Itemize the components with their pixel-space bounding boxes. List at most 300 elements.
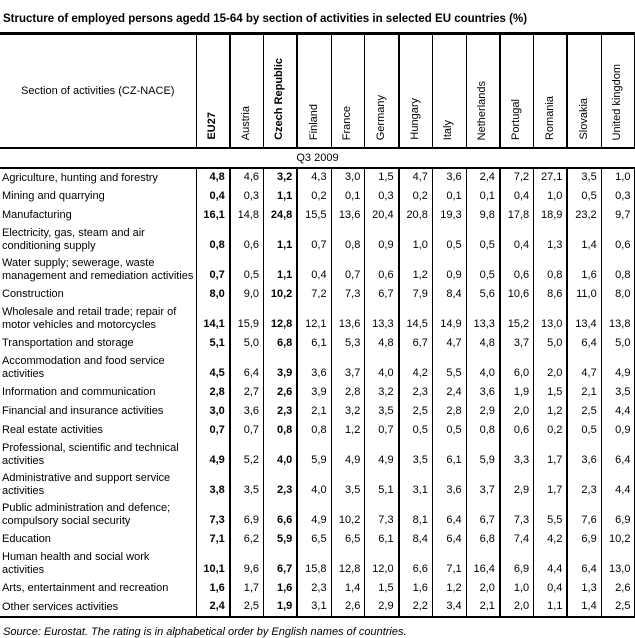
row-label: Water supply; sewerage, waste management and remediation activities — [0, 255, 196, 285]
column-header-eu27 — [196, 34, 230, 149]
table-row-transportation-and-storage — [0, 334, 635, 353]
cell-czech-republic: 24,8 — [264, 206, 298, 225]
cell-united-kingdom: 0,6 — [601, 225, 635, 255]
cell-italy: 3,6 — [432, 168, 466, 187]
cell-romania: 18,9 — [534, 206, 568, 225]
cell-united-kingdom: 2,5 — [601, 598, 635, 617]
cell-eu27: 3,8 — [196, 470, 230, 500]
cell-finland: 4,9 — [297, 500, 331, 530]
cell-eu27: 14,1 — [196, 304, 230, 334]
table-row-public-administration-and-defence-compul — [0, 500, 635, 530]
cell-france: 0,1 — [331, 187, 365, 206]
cell-france: 12,8 — [331, 549, 365, 579]
cell-portugal: 3,3 — [500, 440, 534, 470]
cell-slovakia: 7,6 — [567, 500, 601, 530]
cell-czech-republic: 12,8 — [264, 304, 298, 334]
column-header-germany — [365, 34, 399, 149]
table-row-agriculture-hunting-and-forestry — [0, 168, 635, 187]
cell-slovakia: 2,1 — [567, 383, 601, 402]
cell-france: 0,7 — [331, 255, 365, 285]
cell-eu27: 0,7 — [196, 255, 230, 285]
cell-france: 2,6 — [331, 598, 365, 617]
cell-austria: 6,4 — [230, 353, 264, 383]
cell-italy: 3,6 — [432, 470, 466, 500]
row-label: Accommodation and food service activities — [0, 353, 196, 383]
cell-france: 0,8 — [331, 225, 365, 255]
cell-czech-republic: 2,3 — [264, 470, 298, 500]
cell-portugal: 10,6 — [500, 285, 534, 304]
cell-netherlands: 5,6 — [466, 285, 500, 304]
column-header-label: Italy — [442, 119, 455, 140]
cell-austria: 2,5 — [230, 598, 264, 617]
cell-slovakia: 2,5 — [567, 402, 601, 421]
cell-germany: 5,1 — [365, 470, 399, 500]
cell-italy: 14,9 — [432, 304, 466, 334]
cell-slovakia: 4,7 — [567, 353, 601, 383]
table-row-education — [0, 530, 635, 549]
table-row-administrative-and-support-service-activ — [0, 470, 635, 500]
cell-romania: 0,8 — [534, 255, 568, 285]
cell-finland: 4,3 — [297, 168, 331, 187]
cell-netherlands: 0,8 — [466, 421, 500, 440]
cell-romania: 1,3 — [534, 225, 568, 255]
cell-romania: 2,0 — [534, 353, 568, 383]
column-header-label: Czech Republic — [273, 58, 286, 140]
cell-germany: 2,9 — [365, 598, 399, 617]
cell-eu27: 10,1 — [196, 549, 230, 579]
cell-czech-republic: 2,6 — [264, 383, 298, 402]
cell-austria: 4,6 — [230, 168, 264, 187]
cell-eu27: 8,0 — [196, 285, 230, 304]
cell-eu27: 7,3 — [196, 500, 230, 530]
cell-germany: 4,8 — [365, 334, 399, 353]
cell-italy: 6,4 — [432, 530, 466, 549]
cell-portugal: 1,9 — [500, 383, 534, 402]
source-note: Source: Eurostat. The rating is in alphabetical order by English names of countries. — [3, 626, 407, 638]
cell-slovakia: 1,6 — [567, 255, 601, 285]
cell-portugal: 0,4 — [500, 225, 534, 255]
cell-portugal: 7,3 — [500, 500, 534, 530]
table-row-human-health-and-social-work-activities — [0, 549, 635, 579]
cell-hungary: 6,6 — [399, 549, 433, 579]
cell-italy: 8,4 — [432, 285, 466, 304]
cell-hungary: 8,1 — [399, 500, 433, 530]
cell-hungary: 2,2 — [399, 598, 433, 617]
cell-germany: 3,2 — [365, 383, 399, 402]
cell-eu27: 4,8 — [196, 168, 230, 187]
row-label: Education — [0, 530, 196, 549]
cell-finland: 0,8 — [297, 421, 331, 440]
row-label: Wholesale and retail trade; repair of motor vehicles and motorcycles — [0, 304, 196, 334]
cell-netherlands: 0,1 — [466, 187, 500, 206]
cell-portugal: 6,9 — [500, 549, 534, 579]
cell-austria: 0,3 — [230, 187, 264, 206]
cell-germany: 0,9 — [365, 225, 399, 255]
table-row-wholesale-and-retail-trade-repair-of-mot — [0, 304, 635, 334]
cell-france: 13,6 — [331, 206, 365, 225]
cell-eu27: 3,0 — [196, 402, 230, 421]
column-header-czech-republic — [264, 34, 298, 149]
corner-header: Section of activities (CZ-NACE) — [0, 34, 196, 149]
cell-austria: 6,2 — [230, 530, 264, 549]
cell-france: 2,8 — [331, 383, 365, 402]
cell-france: 5,3 — [331, 334, 365, 353]
cell-finland: 4,0 — [297, 470, 331, 500]
cell-eu27: 2,4 — [196, 598, 230, 617]
column-header-label: Romania — [543, 95, 556, 140]
cell-finland: 6,5 — [297, 530, 331, 549]
row-label: Arts, entertainment and recreation — [0, 579, 196, 598]
cell-germany: 1,5 — [365, 579, 399, 598]
cell-eu27: 5,1 — [196, 334, 230, 353]
cell-austria: 1,7 — [230, 579, 264, 598]
cell-slovakia: 2,3 — [567, 470, 601, 500]
cell-slovakia: 1,4 — [567, 598, 601, 617]
cell-finland: 0,4 — [297, 255, 331, 285]
cell-france: 7,3 — [331, 285, 365, 304]
table-row-accommodation-and-food-service-activitie — [0, 353, 635, 383]
cell-netherlands: 0,5 — [466, 225, 500, 255]
cell-italy: 0,1 — [432, 187, 466, 206]
column-header-portugal — [500, 34, 534, 149]
cell-italy: 4,7 — [432, 334, 466, 353]
cell-austria: 0,7 — [230, 421, 264, 440]
column-header-label: Finland — [307, 103, 320, 140]
cell-romania: 5,5 — [534, 500, 568, 530]
column-header-label: Germany — [374, 94, 387, 140]
cell-hungary: 0,5 — [399, 421, 433, 440]
cell-germany: 7,3 — [365, 500, 399, 530]
table-row-electricity-gas-steam-and-air-conditioni — [0, 225, 635, 255]
cell-netherlands: 2,0 — [466, 579, 500, 598]
cell-slovakia: 1,4 — [567, 225, 601, 255]
columns-row — [0, 34, 635, 149]
row-label: Mining and quarrying — [0, 187, 196, 206]
table-row-arts-entertainment-and-recreation — [0, 579, 635, 598]
cell-finland: 15,5 — [297, 206, 331, 225]
column-header-austria — [230, 34, 264, 149]
cell-united-kingdom: 6,9 — [601, 500, 635, 530]
cell-slovakia: 1,3 — [567, 579, 601, 598]
column-header-label: Hungary — [408, 98, 421, 140]
cell-eu27: 0,8 — [196, 225, 230, 255]
cell-austria: 3,6 — [230, 402, 264, 421]
cell-united-kingdom: 0,8 — [601, 255, 635, 285]
cell-netherlands: 16,4 — [466, 549, 500, 579]
column-header-label: EU27 — [205, 112, 218, 140]
column-header-label: Austria — [240, 105, 253, 140]
cell-romania: 1,7 — [534, 440, 568, 470]
cell-italy: 3,4 — [432, 598, 466, 617]
cell-slovakia: 23,2 — [567, 206, 601, 225]
cell-united-kingdom: 5,0 — [601, 334, 635, 353]
cell-netherlands: 4,8 — [466, 334, 500, 353]
cell-germany: 12,0 — [365, 549, 399, 579]
cell-slovakia: 0,5 — [567, 421, 601, 440]
cell-eu27: 7,1 — [196, 530, 230, 549]
cell-italy: 6,4 — [432, 500, 466, 530]
cell-netherlands: 4,0 — [466, 353, 500, 383]
cell-hungary: 3,5 — [399, 440, 433, 470]
cell-netherlands: 5,9 — [466, 440, 500, 470]
cell-romania: 1,1 — [534, 598, 568, 617]
cell-italy: 1,2 — [432, 579, 466, 598]
row-label: Real estate activities — [0, 421, 196, 440]
row-label: Administrative and support service activities — [0, 470, 196, 500]
cell-czech-republic: 4,0 — [264, 440, 298, 470]
cell-hungary: 14,5 — [399, 304, 433, 334]
activities-table — [0, 32, 635, 618]
row-label: Public administration and defence; compulsory social security — [0, 500, 196, 530]
cell-hungary: 4,2 — [399, 353, 433, 383]
column-header-romania — [534, 34, 568, 149]
cell-austria: 0,5 — [230, 255, 264, 285]
cell-germany: 6,7 — [365, 285, 399, 304]
cell-romania: 13,0 — [534, 304, 568, 334]
row-label: Financial and insurance activities — [0, 402, 196, 421]
cell-italy: 19,3 — [432, 206, 466, 225]
cell-czech-republic: 3,9 — [264, 353, 298, 383]
table-row-manufacturing — [0, 206, 635, 225]
cell-portugal: 1,0 — [500, 579, 534, 598]
cell-france: 3,5 — [331, 470, 365, 500]
cell-romania: 1,2 — [534, 402, 568, 421]
cell-eu27: 16,1 — [196, 206, 230, 225]
column-header-italy — [432, 34, 466, 149]
cell-germany: 0,6 — [365, 255, 399, 285]
cell-france: 3,7 — [331, 353, 365, 383]
cell-hungary: 7,9 — [399, 285, 433, 304]
table-row-professional-scientific-and-technical-ac — [0, 440, 635, 470]
cell-finland: 6,1 — [297, 334, 331, 353]
cell-united-kingdom: 4,4 — [601, 402, 635, 421]
cell-germany: 4,9 — [365, 440, 399, 470]
cell-czech-republic: 0,8 — [264, 421, 298, 440]
cell-germany: 4,0 — [365, 353, 399, 383]
cell-netherlands: 6,7 — [466, 500, 500, 530]
cell-hungary: 1,6 — [399, 579, 433, 598]
cell-italy: 6,1 — [432, 440, 466, 470]
cell-united-kingdom: 3,5 — [601, 383, 635, 402]
period-label: Q3 2009 — [0, 148, 635, 168]
cell-united-kingdom: 0,3 — [601, 187, 635, 206]
cell-czech-republic: 1,1 — [264, 255, 298, 285]
cell-czech-republic: 2,3 — [264, 402, 298, 421]
cell-italy: 0,5 — [432, 421, 466, 440]
cell-united-kingdom: 4,9 — [601, 353, 635, 383]
cell-romania: 4,2 — [534, 530, 568, 549]
cell-czech-republic: 10,2 — [264, 285, 298, 304]
table-row-other-services-activities — [0, 598, 635, 617]
cell-austria: 5,0 — [230, 334, 264, 353]
cell-united-kingdom: 4,4 — [601, 470, 635, 500]
cell-france: 1,2 — [331, 421, 365, 440]
cell-united-kingdom: 6,4 — [601, 440, 635, 470]
cell-hungary: 2,3 — [399, 383, 433, 402]
cell-eu27: 0,4 — [196, 187, 230, 206]
cell-germany: 0,7 — [365, 421, 399, 440]
cell-czech-republic: 6,8 — [264, 334, 298, 353]
cell-finland: 12,1 — [297, 304, 331, 334]
cell-netherlands: 9,8 — [466, 206, 500, 225]
column-header-label: Portugal — [510, 99, 523, 140]
cell-finland: 3,1 — [297, 598, 331, 617]
column-header-slovakia — [567, 34, 601, 149]
cell-austria: 9,0 — [230, 285, 264, 304]
row-label: Professional, scientific and technical activities — [0, 440, 196, 470]
column-header-united-kingdom — [601, 34, 635, 149]
column-header-france — [331, 34, 365, 149]
row-label: Transportation and storage — [0, 334, 196, 353]
cell-finland: 3,9 — [297, 383, 331, 402]
cell-portugal: 0,4 — [500, 187, 534, 206]
cell-romania: 1,7 — [534, 470, 568, 500]
cell-hungary: 1,2 — [399, 255, 433, 285]
cell-netherlands: 6,8 — [466, 530, 500, 549]
cell-portugal: 15,2 — [500, 304, 534, 334]
cell-slovakia: 6,4 — [567, 334, 601, 353]
cell-eu27: 2,8 — [196, 383, 230, 402]
cell-czech-republic: 1,9 — [264, 598, 298, 617]
cell-austria: 6,9 — [230, 500, 264, 530]
cell-united-kingdom: 13,8 — [601, 304, 635, 334]
table-row-mining-and-quarrying — [0, 187, 635, 206]
cell-france: 13,6 — [331, 304, 365, 334]
cell-slovakia: 13,4 — [567, 304, 601, 334]
cell-slovakia: 3,6 — [567, 440, 601, 470]
cell-italy: 2,8 — [432, 402, 466, 421]
row-label: Manufacturing — [0, 206, 196, 225]
cell-netherlands: 0,5 — [466, 255, 500, 285]
cell-portugal: 7,4 — [500, 530, 534, 549]
cell-france: 10,2 — [331, 500, 365, 530]
cell-germany: 6,1 — [365, 530, 399, 549]
cell-finland: 2,1 — [297, 402, 331, 421]
cell-hungary: 6,7 — [399, 334, 433, 353]
cell-hungary: 2,5 — [399, 402, 433, 421]
cell-netherlands: 2,4 — [466, 168, 500, 187]
column-header-label: Slovakia — [577, 98, 590, 140]
row-label: Electricity, gas, steam and air conditioning supply — [0, 225, 196, 255]
column-header-hungary — [399, 34, 433, 149]
cell-germany: 13,3 — [365, 304, 399, 334]
cell-italy: 0,5 — [432, 225, 466, 255]
column-header-label: United kingdom — [611, 63, 624, 140]
cell-eu27: 1,6 — [196, 579, 230, 598]
cell-portugal: 0,6 — [500, 255, 534, 285]
cell-germany: 1,5 — [365, 168, 399, 187]
cell-austria: 5,2 — [230, 440, 264, 470]
cell-finland: 7,2 — [297, 285, 331, 304]
cell-finland: 0,7 — [297, 225, 331, 255]
cell-netherlands: 2,1 — [466, 598, 500, 617]
period-row — [0, 148, 635, 168]
cell-netherlands: 3,7 — [466, 470, 500, 500]
cell-slovakia: 11,0 — [567, 285, 601, 304]
cell-netherlands: 2,9 — [466, 402, 500, 421]
row-label: Information and communication — [0, 383, 196, 402]
cell-france: 6,5 — [331, 530, 365, 549]
cell-slovakia: 3,5 — [567, 168, 601, 187]
cell-slovakia: 6,4 — [567, 549, 601, 579]
cell-italy: 7,1 — [432, 549, 466, 579]
cell-romania: 5,0 — [534, 334, 568, 353]
cell-portugal: 2,9 — [500, 470, 534, 500]
cell-romania: 4,4 — [534, 549, 568, 579]
cell-germany: 3,5 — [365, 402, 399, 421]
cell-france: 4,9 — [331, 440, 365, 470]
cell-czech-republic: 5,9 — [264, 530, 298, 549]
column-header-netherlands — [466, 34, 500, 149]
cell-austria: 15,9 — [230, 304, 264, 334]
cell-germany: 0,3 — [365, 187, 399, 206]
cell-slovakia: 6,9 — [567, 530, 601, 549]
cell-united-kingdom: 10,2 — [601, 530, 635, 549]
cell-czech-republic: 6,7 — [264, 549, 298, 579]
cell-austria: 0,6 — [230, 225, 264, 255]
cell-france: 1,4 — [331, 579, 365, 598]
cell-slovakia: 0,5 — [567, 187, 601, 206]
cell-czech-republic: 3,2 — [264, 168, 298, 187]
cell-hungary: 20,8 — [399, 206, 433, 225]
cell-united-kingdom: 1,0 — [601, 168, 635, 187]
cell-portugal: 2,0 — [500, 402, 534, 421]
cell-portugal: 7,2 — [500, 168, 534, 187]
row-label: Other services activities — [0, 598, 196, 617]
cell-united-kingdom: 8,0 — [601, 285, 635, 304]
cell-netherlands: 13,3 — [466, 304, 500, 334]
cell-portugal: 3,7 — [500, 334, 534, 353]
cell-italy: 5,5 — [432, 353, 466, 383]
cell-united-kingdom: 13,0 — [601, 549, 635, 579]
cell-eu27: 4,9 — [196, 440, 230, 470]
cell-romania: 8,6 — [534, 285, 568, 304]
cell-romania: 0,4 — [534, 579, 568, 598]
cell-hungary: 3,1 — [399, 470, 433, 500]
cell-france: 3,2 — [331, 402, 365, 421]
cell-portugal: 17,8 — [500, 206, 534, 225]
cell-eu27: 0,7 — [196, 421, 230, 440]
cell-united-kingdom: 0,9 — [601, 421, 635, 440]
table-row-real-estate-activities — [0, 421, 635, 440]
cell-finland: 15,8 — [297, 549, 331, 579]
row-label: Human health and social work activities — [0, 549, 196, 579]
cell-finland: 0,2 — [297, 187, 331, 206]
table-row-information-and-communication — [0, 383, 635, 402]
cell-italy: 0,9 — [432, 255, 466, 285]
cell-france: 3,0 — [331, 168, 365, 187]
cell-portugal: 2,0 — [500, 598, 534, 617]
row-label: Agriculture, hunting and forestry — [0, 168, 196, 187]
cell-romania: 1,0 — [534, 187, 568, 206]
column-header-label: France — [341, 105, 354, 140]
cell-czech-republic: 6,6 — [264, 500, 298, 530]
cell-romania: 1,5 — [534, 383, 568, 402]
column-header-label: Netherlands — [475, 80, 488, 140]
cell-czech-republic: 1,1 — [264, 225, 298, 255]
cell-portugal: 6,0 — [500, 353, 534, 383]
cell-romania: 27,1 — [534, 168, 568, 187]
page-title: Structure of employed persons agedd 15-64 by section of activities in selected EU countries (%) — [3, 13, 528, 25]
cell-eu27: 4,5 — [196, 353, 230, 383]
cell-finland: 3,6 — [297, 353, 331, 383]
table-row-construction — [0, 285, 635, 304]
cell-romania: 0,2 — [534, 421, 568, 440]
cell-hungary: 0,2 — [399, 187, 433, 206]
cell-austria: 9,6 — [230, 549, 264, 579]
cell-hungary: 8,4 — [399, 530, 433, 549]
cell-hungary: 1,0 — [399, 225, 433, 255]
